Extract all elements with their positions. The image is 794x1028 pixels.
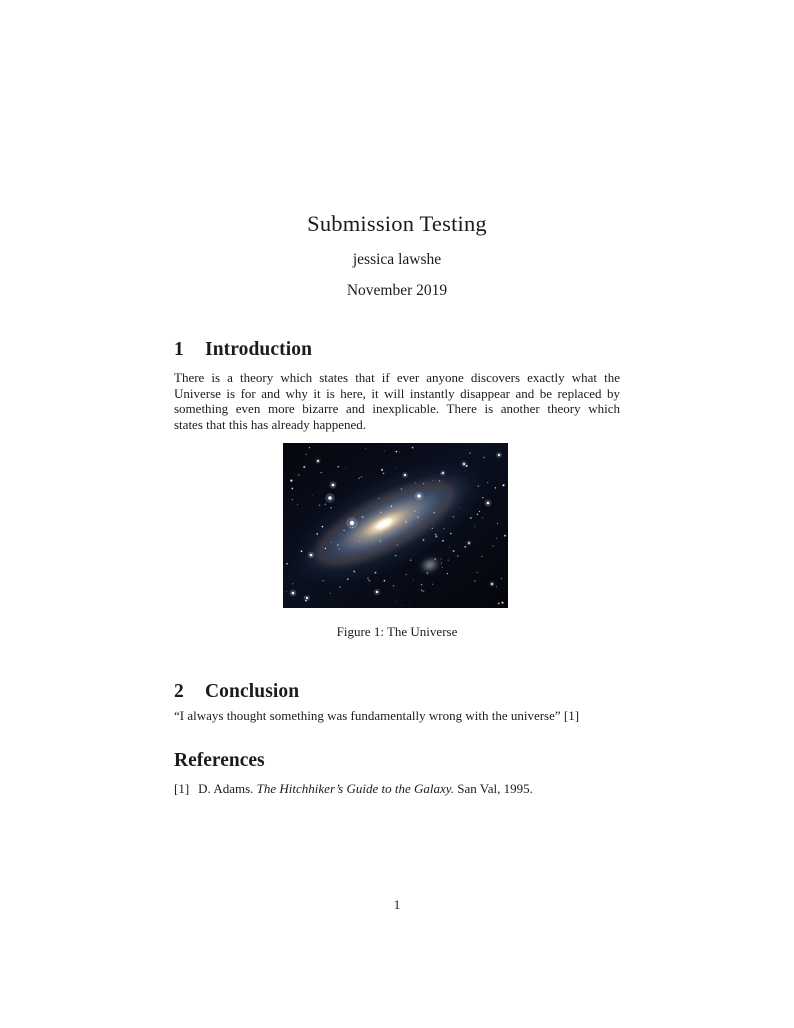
document-title: Submission Testing bbox=[307, 211, 487, 236]
section-number: 1 bbox=[174, 339, 184, 360]
document-date: November 2019 bbox=[346, 282, 448, 299]
section-number: 2 bbox=[174, 681, 184, 702]
paragraph-line: states that this has already happened. bbox=[174, 416, 367, 432]
paragraph-line: something even more bizarre and inexplicable. There is another theory which bbox=[174, 401, 620, 416]
section-heading-conclusion bbox=[174, 682, 620, 702]
references-heading: References bbox=[174, 750, 265, 771]
introduction-paragraph bbox=[174, 370, 620, 432]
reference-title: The Hitchhiker’s Guide to the Galaxy. bbox=[256, 781, 455, 796]
reference-publisher: San Val, 1995. bbox=[457, 781, 533, 796]
section-title: Conclusion bbox=[205, 681, 300, 702]
reference-entry bbox=[174, 781, 620, 797]
figure-caption: Figure 1: The Universe bbox=[336, 624, 458, 639]
paragraph-line: There is a theory which states that if ever anyone discovers exactly what the bbox=[174, 370, 620, 385]
reference-authors: D. Adams. bbox=[198, 781, 254, 796]
andromeda-galaxy-image bbox=[283, 443, 508, 608]
paragraph-line: Universe is for and why it is here, it will instantly disappear and be replaced by bbox=[174, 385, 620, 401]
section-title: Introduction bbox=[205, 339, 313, 360]
universe-figure bbox=[283, 443, 508, 608]
reference-label: [1] bbox=[174, 781, 190, 796]
reference-text bbox=[198, 781, 533, 797]
page-number: 1 bbox=[393, 897, 401, 912]
text-column bbox=[174, 0, 620, 1028]
conclusion-quote: “I always thought something was fundamentally wrong with the universe” [1] bbox=[174, 708, 580, 723]
document-author: jessica lawshe bbox=[352, 251, 442, 268]
section-heading-introduction bbox=[174, 340, 620, 360]
